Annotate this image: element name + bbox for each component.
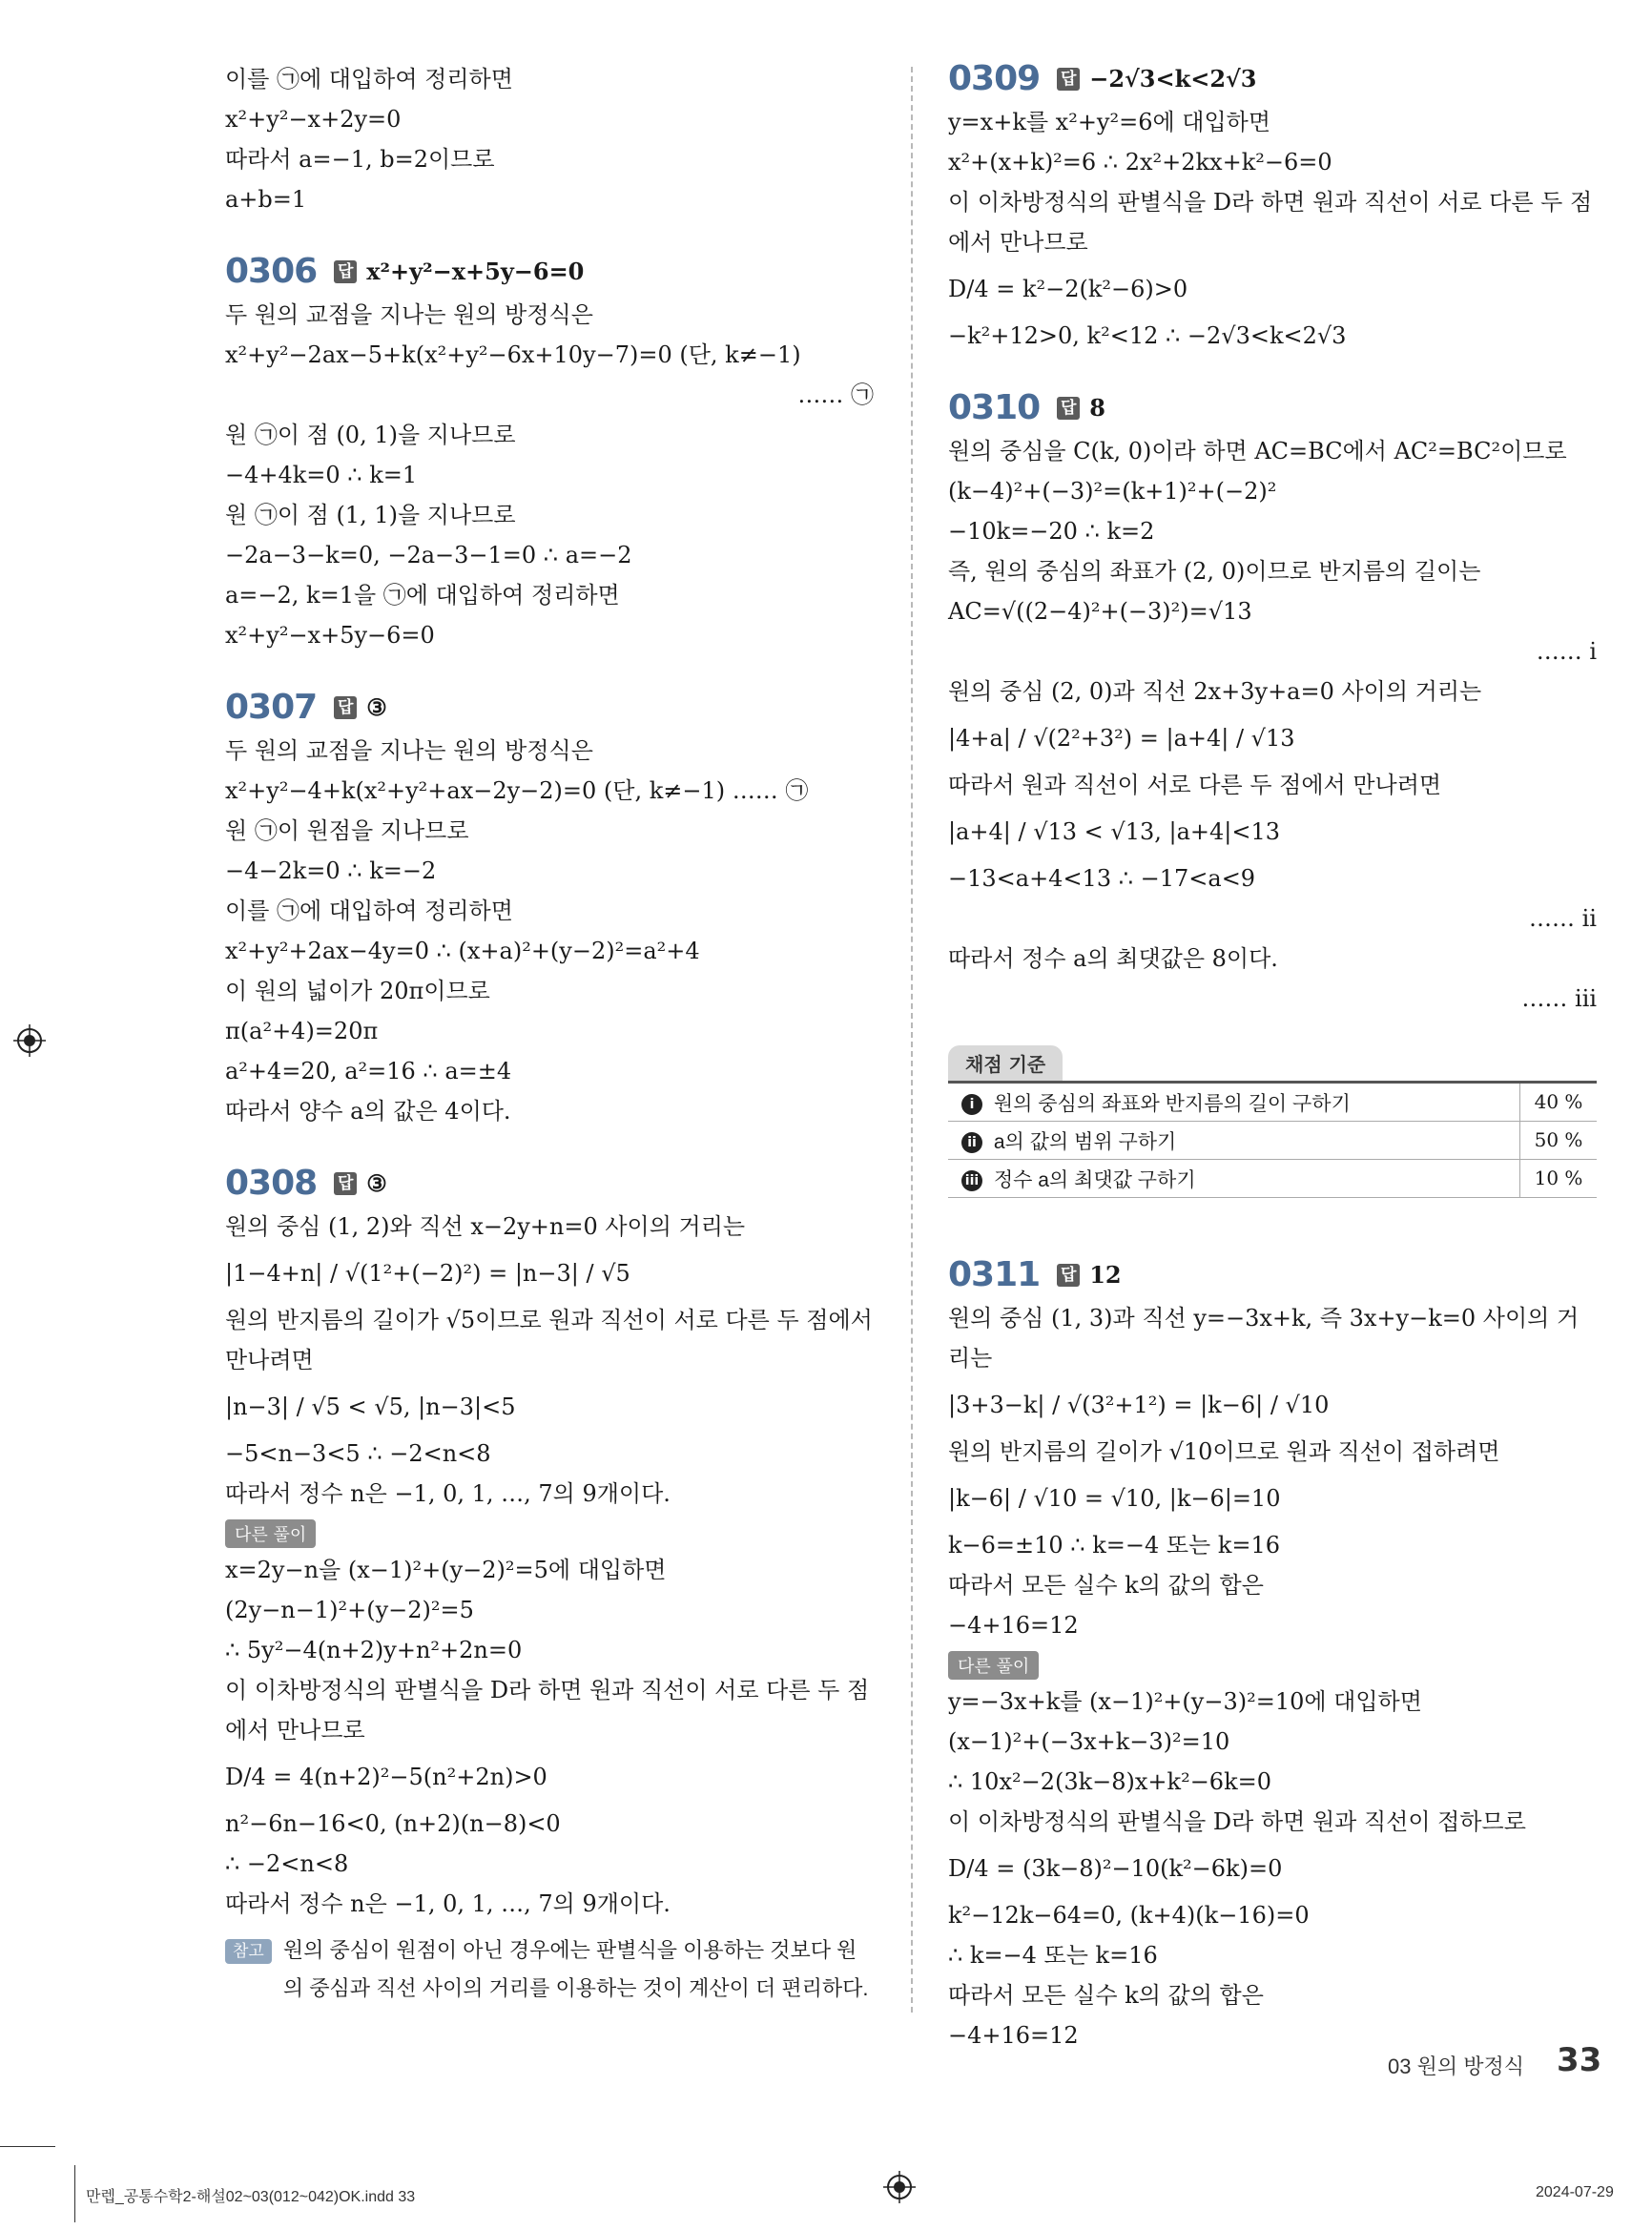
answer-text: −2√3<k<2√3 <box>1089 65 1257 93</box>
math-line: a²+4=20, a²=16 ∴ a=±4 <box>225 1058 512 1084</box>
text-line: 원 ㉠이 점 (1, 1)을 지나므로 <box>225 502 516 528</box>
grading-criteria <box>948 1045 1597 1198</box>
text-line: 이 이차방정식의 판별식을 D라 하면 원과 직선이 서로 다른 두 점에서 만나므로 <box>225 1677 870 1744</box>
answer-tag: 답 <box>1057 1264 1080 1287</box>
math-line: k²−12k−64=0, (k+4)(k−16)=0 <box>948 1902 1310 1929</box>
fraction-line: |1−4+n| / √(1²+(−2)²) = |n−3| / √5 <box>225 1260 630 1287</box>
answer-tag: 답 <box>1057 397 1080 420</box>
problem-header-0310 <box>948 388 1597 427</box>
math-line: x²+y²−x+2y=0 <box>225 106 402 133</box>
text-line: 원의 반지름의 길이가 √5이므로 원과 직선이 서로 다른 두 점에서 만나려면 <box>225 1307 873 1373</box>
criteria-percent: 10 % <box>1519 1160 1597 1197</box>
text-line: 원 ㉠이 원점을 지나므로 <box>225 817 469 844</box>
right-column <box>948 59 1597 2055</box>
math-line: ∴ −2<n<8 <box>225 1850 349 1877</box>
text-line: 원 ㉠이 점 (0, 1)을 지나므로 <box>225 422 516 448</box>
criteria-label: 정수 a의 최댓값 구하기 <box>993 1168 1196 1191</box>
math-line: k−6=±10 ∴ k=−4 또는 k=16 <box>948 1532 1281 1559</box>
math-line: −4−2k=0 ∴ k=−2 <box>225 857 437 884</box>
step-badge-icon: i <box>961 1094 982 1115</box>
text-line: 따라서 양수 a의 값은 4이다. <box>225 1098 511 1125</box>
math-line: −k²+12>0, k²<12 ∴ −2√3<k<2√3 <box>948 322 1347 349</box>
problem-header-0308 <box>225 1164 874 1203</box>
problem-header-0307 <box>225 688 874 727</box>
math-line: ∴ 5y²−4(n+2)y+n²+2n=0 <box>225 1637 523 1663</box>
text-line: 이 원의 넓이가 20π이므로 <box>225 978 490 1004</box>
problem-header-0309 <box>948 59 1597 98</box>
step-badge-icon: ii <box>961 1132 982 1153</box>
criteria-row <box>948 1084 1597 1122</box>
answer-tag: 답 <box>1057 68 1080 91</box>
text-line: 원의 중심 (2, 0)과 직선 2x+3y+a=0 사이의 거리는 <box>948 678 1482 705</box>
text-line: 따라서 a=−1, b=2이므로 <box>225 146 495 173</box>
problem-number: 0307 <box>225 688 318 727</box>
math-line: −5<n−3<5 ∴ −2<n<8 <box>225 1440 491 1467</box>
math-line: y=−3x+k를 (x−1)²+(y−3)²=10에 대입하면 <box>948 1688 1422 1715</box>
math-line: −13<a+4<13 ∴ −17<a<9 <box>948 865 1256 892</box>
math-line: n²−6n−16<0, (n+2)(n−8)<0 <box>225 1810 561 1837</box>
text-line: 따라서 모든 실수 k의 값의 합은 <box>948 1982 1264 2009</box>
math-line: −2a−3−k=0, −2a−3−1=0 ∴ a=−2 <box>225 542 632 568</box>
answer-tag: 답 <box>334 260 357 283</box>
text-line: 따라서 정수 a의 최댓값은 8이다. <box>948 945 1278 972</box>
text-line: 원의 반지름의 길이가 √10이므로 원과 직선이 접하려면 <box>948 1438 1500 1465</box>
step-marker-iii: …… ⅲ <box>1521 985 1597 1012</box>
print-slug-filename: 만렙_공통수학2-해설02~03(012~042)OK.indd 33 <box>86 2189 416 2205</box>
reference-note <box>225 1931 874 2008</box>
fraction-line: |a+4| / √13 < √13, |a+4|<13 <box>948 818 1280 845</box>
problem-header-0311 <box>948 1255 1597 1294</box>
step-badge-icon: iii <box>961 1170 982 1191</box>
text-line: 이 이차방정식의 판별식을 D라 하면 원과 직선이 접하므로 <box>948 1808 1526 1835</box>
problem-number: 0308 <box>225 1164 318 1203</box>
criteria-label: 원의 중심의 좌표와 반지름의 길이 구하기 <box>993 1092 1351 1115</box>
criteria-label-cell <box>948 1165 1519 1193</box>
criteria-percent: 40 % <box>1519 1084 1597 1121</box>
criteria-label-cell <box>948 1126 1519 1155</box>
criteria-title: 채점 기준 <box>948 1045 1063 1081</box>
text-line: 두 원의 교점을 지나는 원의 방정식은 <box>225 737 593 764</box>
math-line: y=x+k를 x²+y²=6에 대입하면 <box>948 109 1271 135</box>
text-line: 두 원의 교점을 지나는 원의 방정식은 <box>225 301 593 328</box>
math-line: x²+y²+2ax−4y=0 ∴ (x+a)²+(y−2)²=a²+4 <box>225 938 700 964</box>
text-line: 따라서 원과 직선이 서로 다른 두 점에서 만나려면 <box>948 772 1442 798</box>
criteria-label-cell <box>948 1088 1519 1117</box>
note-tag: 참고 <box>225 1939 272 1964</box>
answer-tag: 답 <box>334 696 357 719</box>
answer-tag: 답 <box>334 1172 357 1195</box>
math-line: AC=√((2−4)²+(−3)²)=√13 <box>948 598 1252 625</box>
math-line: ∴ k=−4 또는 k=16 <box>948 1942 1158 1969</box>
alt-solution-tag: 다른 풀이 <box>225 1519 316 1548</box>
text-line: 이를 ㉠에 대입하여 정리하면 <box>225 66 513 93</box>
text-line: 원의 중심 (1, 2)와 직선 x−2y+n=0 사이의 거리는 <box>225 1213 746 1240</box>
answer-text: ③ <box>366 1169 387 1197</box>
problem-header-0306 <box>225 252 874 291</box>
column-divider <box>911 67 913 2013</box>
math-line: x=2y−n을 (x−1)²+(y−2)²=5에 대입하면 <box>225 1557 667 1583</box>
print-slug-date: 2024-07-29 <box>1536 2184 1614 2200</box>
registration-mark-icon <box>13 1024 46 1057</box>
fraction-line: D/4 = 4(n+2)²−5(n²+2n)>0 <box>225 1764 547 1790</box>
fraction-line: D/4 = k²−2(k²−6)>0 <box>948 276 1188 302</box>
fraction-line: |k−6| / √10 = √10, |k−6|=10 <box>948 1485 1281 1512</box>
left-column <box>225 59 874 2008</box>
math-line: a+b=1 <box>225 186 307 213</box>
math-line: (k−4)²+(−3)²=(k+1)²+(−2)² <box>948 478 1277 505</box>
math-line: −10k=−20 ∴ k=2 <box>948 518 1155 545</box>
math-line: −4+4k=0 ∴ k=1 <box>225 462 418 488</box>
math-line: −4+16=12 <box>948 1612 1079 1639</box>
problem-number: 0310 <box>948 388 1041 427</box>
math-line: ∴ 10x²−2(3k−8)x+k²−6k=0 <box>948 1768 1271 1795</box>
fraction-line: |n−3| / √5 < √5, |n−3|<5 <box>225 1394 516 1420</box>
math-line: π(a²+4)=20π <box>225 1018 379 1044</box>
step-marker-i: …… ⅰ <box>1536 638 1597 665</box>
problem-number: 0311 <box>948 1255 1041 1294</box>
fraction-line: |3+3−k| / √(3²+1²) = |k−6| / √10 <box>948 1392 1330 1418</box>
text-line: 따라서 정수 n은 −1, 0, 1, …, 7의 9개이다. <box>225 1890 671 1917</box>
step-marker-ii: …… ⅱ <box>1529 905 1597 932</box>
fraction-line: D/4 = (3k−8)²−10(k²−6k)=0 <box>948 1855 1283 1882</box>
text-line: 이를 ㉠에 대입하여 정리하면 <box>225 898 513 924</box>
math-line: x²+y²−x+5y−6=0 <box>225 622 435 649</box>
text-line: a=−2, k=1을 ㉠에 대입하여 정리하면 <box>225 582 620 609</box>
math-line: (2y−n−1)²+(y−2)²=5 <box>225 1597 474 1623</box>
text-line: 원의 중심 (1, 3)과 직선 y=−3x+k, 즉 3x+y−k=0 사이의 거리는 <box>948 1305 1580 1372</box>
problem-number: 0309 <box>948 59 1041 98</box>
criteria-row <box>948 1122 1597 1160</box>
crop-mark <box>0 2146 55 2147</box>
chapter-title: 03 원의 방정식 <box>1388 2054 1524 2078</box>
fraction-line: |4+a| / √(2²+3²) = |a+4| / √13 <box>948 725 1295 752</box>
text-line: 원의 중심을 C(k, 0)이라 하면 AC=BC에서 AC²=BC²이므로 <box>948 438 1567 465</box>
registration-mark-icon <box>883 2171 916 2203</box>
criteria-label: a의 값의 범위 구하기 <box>993 1130 1177 1153</box>
equation-marker: …… ㉠ <box>797 382 874 408</box>
text-line: 이 이차방정식의 판별식을 D라 하면 원과 직선이 서로 다른 두 점에서 만나므로 <box>948 189 1593 256</box>
crop-mark <box>74 2165 75 2222</box>
math-line: x²+(x+k)²=6 ∴ 2x²+2kx+k²−6=0 <box>948 149 1332 176</box>
answer-text: 8 <box>1089 394 1105 422</box>
answer-text: ③ <box>366 693 387 721</box>
answer-text: x²+y²−x+5y−6=0 <box>366 258 585 285</box>
answer-text: 12 <box>1089 1261 1122 1289</box>
math-line: (x−1)²+(−3x+k−3)²=10 <box>948 1728 1230 1755</box>
text-line: 따라서 모든 실수 k의 값의 합은 <box>948 1572 1264 1599</box>
problem-number: 0306 <box>225 252 318 291</box>
criteria-row <box>948 1160 1597 1198</box>
criteria-percent: 50 % <box>1519 1122 1597 1159</box>
alt-solution-tag: 다른 풀이 <box>948 1651 1039 1680</box>
criteria-table <box>948 1081 1597 1198</box>
math-line: x²+y²−4+k(x²+y²+ax−2y−2)=0 (단, k≠−1) …… ㉠ <box>225 777 809 804</box>
math-line: x²+y²−2ax−5+k(x²+y²−6x+10y−7)=0 (단, k≠−1) <box>225 341 801 368</box>
page-number: 33 <box>1557 2041 1602 2079</box>
text-line: 따라서 정수 n은 −1, 0, 1, …, 7의 9개이다. <box>225 1480 671 1507</box>
text-line: 즉, 원의 중심의 좌표가 (2, 0)이므로 반지름의 길이는 <box>948 558 1481 585</box>
math-line: −4+16=12 <box>948 2022 1079 2049</box>
note-text: 원의 중심이 원점이 아닌 경우에는 판별식을 이용하는 것보다 원의 중심과 직선 사이의 거리를 이용하는 것이 계산이 더 편리하다. <box>282 1938 869 2000</box>
